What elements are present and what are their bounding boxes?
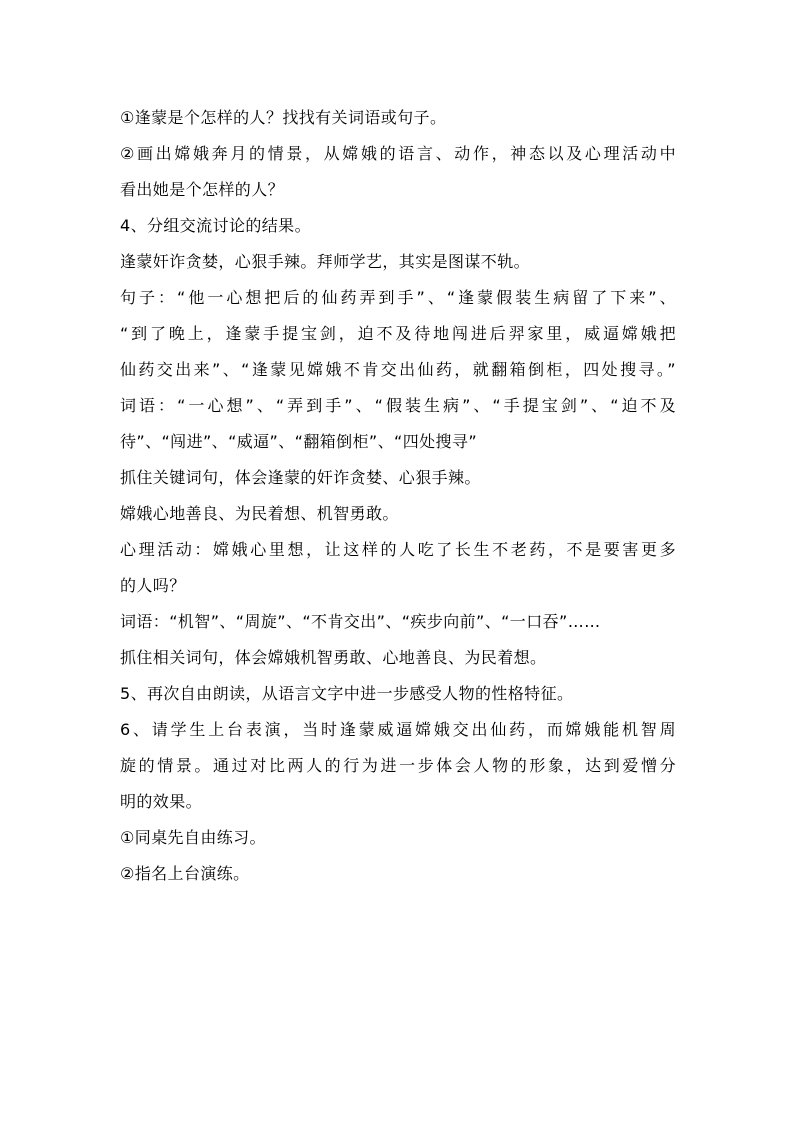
fengmeng-character-line: 逢蒙奸诈贪婪，心狠手辣。拜师学艺，其实是图谋不轨。 — [120, 252, 531, 271]
question-1-line: ①逢蒙是个怎样的人？找找有关词语或句子。 — [120, 108, 447, 127]
step-6-continued-line-2: 明的效果。 — [120, 792, 203, 811]
sentences-continued-line-2: 仙药交出来”、“逢蒙见嫦娥不肯交出仙药，就翻箱倒柜，四处搜寻。” — [120, 360, 676, 379]
step-4-heading: 4、分组交流讨论的结果。 — [120, 216, 311, 235]
question-2-continued-line: 看出她是个怎样的人？ — [120, 180, 285, 199]
step-6-continued-line-1: 旋的情景。通过对比两人的行为进一步体会人物的形象，达到爱憎分 — [120, 756, 676, 775]
mental-activity-continued-line: 的人吗？ — [120, 576, 186, 595]
change-character-line: 嫦娥心地善良、为民着想、机智勇敢。 — [120, 504, 399, 523]
words-line: 词语：“一心想”、“弄到手”、“假装生病”、“手提宝剑”、“迫不及 — [120, 396, 676, 415]
mental-activity-line: 心理活动：嫦娥心里想，让这样的人吃了长生不老药，不是要害更多 — [120, 540, 676, 559]
question-2-line: ②画出嫦娥奔月的情景，从嫦娥的语言、动作，神态以及心理活动中 — [120, 144, 676, 163]
step-5-line: 5、再次自由朗读，从语言文字中进一步感受人物的性格特征。 — [120, 684, 574, 703]
practice-2-line: ②指名上台演练。 — [120, 864, 250, 883]
change-words-line: 词语：“机智”、“周旋”、“不肯交出”、“疾步向前”、“一口吞”…… — [120, 612, 601, 631]
sentences-line: 句子：“他一心想把后的仙药弄到手”、“逢蒙假装生病留了下来”、 — [120, 288, 676, 307]
fengmeng-summary-line: 抓住关键词句，体会逢蒙的奸诈贪婪、心狠手辣。 — [120, 468, 481, 487]
document-body — [120, 100, 676, 892]
practice-1-line: ①同桌先自由练习。 — [120, 828, 266, 847]
words-continued-line: 待”、“闯进”、“威逼”、“翻箱倒柜”、“四处搜寻” — [120, 432, 478, 451]
step-6-line: 6、请学生上台表演，当时逢蒙威逼嫦娥交出仙药，而嫦娥能机智周 — [120, 720, 676, 739]
sentences-continued-line-1: “到了晚上，逢蒙手提宝剑，迫不及待地闯进后羿家里，威逼嫦娥把 — [120, 324, 676, 343]
change-summary-line: 抓住相关词句，体会嫦娥机智勇敢、心地善良、为民着想。 — [120, 648, 547, 667]
